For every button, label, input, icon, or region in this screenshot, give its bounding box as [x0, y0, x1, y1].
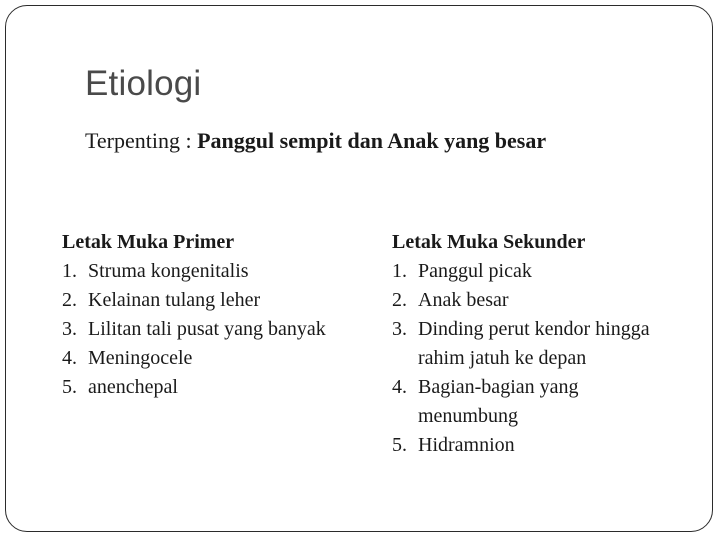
slide-frame [5, 5, 713, 532]
list-item-text: Panggul picak [418, 260, 532, 282]
list-item [62, 373, 332, 402]
left-column-heading: Letak Muka Primer [62, 231, 235, 253]
list-item-text: Anak besar [418, 289, 509, 311]
list-item-number: 1. [392, 260, 407, 282]
list-item [62, 257, 332, 286]
list-item-text: Struma kongenitalis [88, 260, 249, 282]
list-item-number: 4. [392, 376, 407, 398]
subtitle-emphasis: Panggul sempit dan Anak yang besar [197, 128, 547, 153]
list-item-text: Hidramnion [418, 434, 515, 456]
right-column-heading: Letak Muka Sekunder [392, 231, 586, 253]
list-item-text: anenchepal [88, 376, 178, 398]
list-item-number: 4. [62, 347, 77, 369]
left-column [62, 228, 332, 402]
right-column-list [392, 257, 662, 460]
list-item [392, 315, 662, 373]
list-item-text: Kelainan tulang leher [88, 289, 261, 311]
list-item [62, 344, 332, 373]
slide-subtitle [85, 128, 546, 154]
list-item [392, 286, 662, 315]
list-item-text: Bagian-bagian yang menumbung [418, 376, 579, 427]
right-column [392, 228, 662, 460]
list-item-number: 5. [392, 434, 407, 456]
list-item-number: 1. [62, 260, 77, 282]
list-item-number: 5. [62, 376, 77, 398]
list-item-text: Dinding perut kendor hingga rahim jatuh ke depan [418, 318, 650, 369]
list-item-number: 3. [62, 318, 77, 340]
list-item [62, 315, 332, 344]
subtitle-prefix: Terpenting : [85, 128, 198, 153]
slide-title: Etiologi [85, 64, 202, 103]
list-item [392, 431, 662, 460]
list-item-number: 2. [392, 289, 407, 311]
list-item-text: Meningocele [88, 347, 193, 369]
list-item-number: 2. [62, 289, 77, 311]
list-item-text: Lilitan tali pusat yang banyak [88, 318, 326, 340]
list-item [392, 257, 662, 286]
left-column-list [62, 257, 332, 402]
list-item [62, 286, 332, 315]
list-item-number: 3. [392, 318, 407, 340]
list-item [392, 373, 662, 431]
